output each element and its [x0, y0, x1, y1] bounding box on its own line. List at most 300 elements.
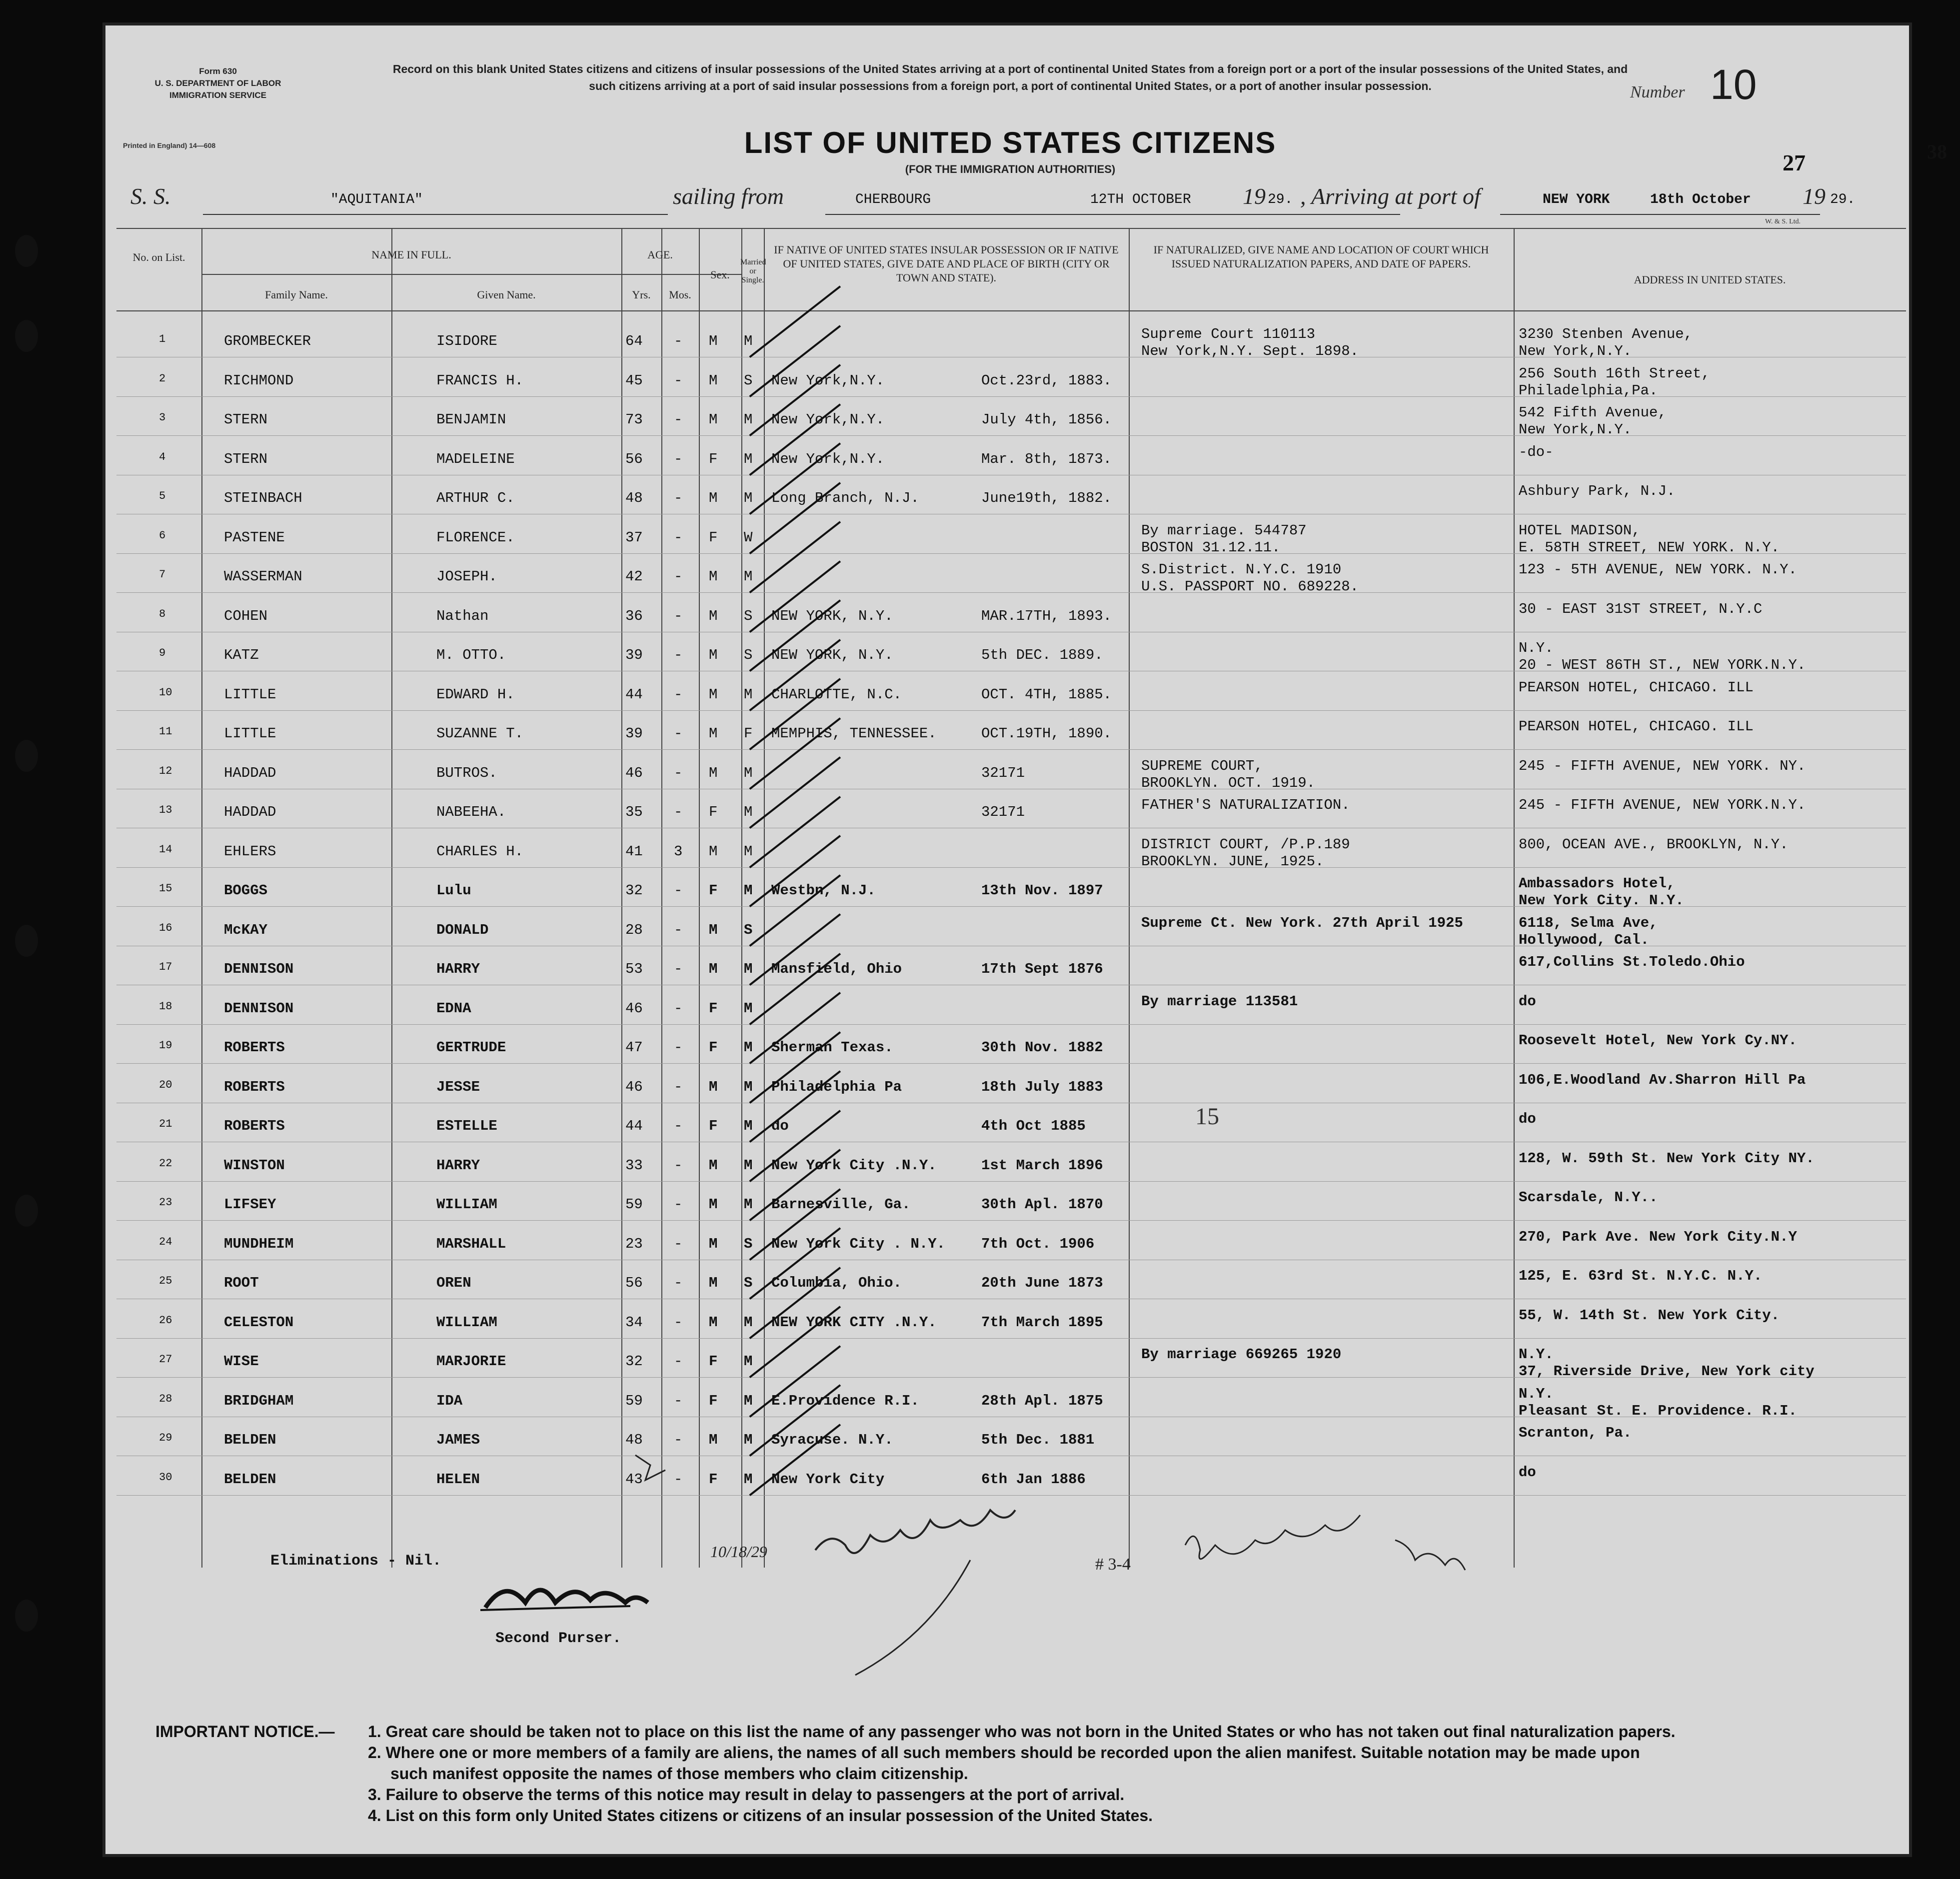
birth-place: New York,N.Y. [771, 450, 885, 467]
birth-date: 32171 [981, 764, 1025, 781]
age-months: - [674, 607, 683, 624]
naturalization-line: By marriage. 544787 [1141, 522, 1307, 539]
row-number: 21 [159, 1118, 172, 1130]
sheet-number: 27 [1783, 150, 1806, 175]
family-name: STERN [224, 450, 268, 467]
address-line: 20 - WEST 86TH ST., NEW YORK.N.Y. [1519, 657, 1806, 673]
family-name: BOGGS [224, 882, 268, 899]
sex: M [709, 843, 718, 860]
birth-date: 1st March 1896 [981, 1157, 1103, 1174]
age-years: 39 [625, 647, 643, 663]
birth-place: New York City .N.Y. [771, 1157, 937, 1174]
row-number: 12 [159, 764, 172, 777]
sex: M [709, 1314, 718, 1331]
binder-hole [15, 740, 38, 772]
address-line: Scarsdale, N.Y.. [1519, 1189, 1658, 1206]
address-line: 3230 Stenben Avenue, [1519, 326, 1693, 342]
given-name: MARSHALL [436, 1235, 506, 1252]
age-months: - [674, 372, 683, 389]
row-number: 14 [159, 843, 172, 856]
family-name: BRIDGHAM [224, 1392, 294, 1409]
age-years: 37 [625, 529, 643, 546]
address-line: 37, Riverside Drive, New York city [1519, 1363, 1815, 1380]
age-years: 43 [625, 1471, 643, 1488]
birth-place: New York,N.Y. [771, 411, 885, 428]
family-name: WINSTON [224, 1157, 285, 1174]
list-number-label: Number [1630, 83, 1685, 101]
age-years: 56 [625, 450, 643, 467]
row-number: 27 [159, 1353, 172, 1366]
arrival-port: NEW YORK [1543, 192, 1610, 207]
col-age-header: AGE. [647, 248, 673, 261]
age-years: 48 [625, 490, 643, 506]
given-name: CHARLES H. [436, 843, 524, 860]
birth-date: 18th July 1883 [981, 1078, 1103, 1095]
given-name: GERTRUDE [436, 1039, 506, 1056]
address-line: 123 - 5TH AVENUE, NEW YORK. N.Y. [1519, 561, 1797, 578]
handwritten-signatures [105, 25, 1912, 1857]
birth-date: 30th Nov. 1882 [981, 1039, 1103, 1056]
row-number: 6 [159, 529, 166, 542]
row-number: 5 [159, 490, 166, 502]
row-number: 20 [159, 1078, 172, 1091]
birth-date: 6th Jan 1886 [981, 1471, 1086, 1488]
family-name: McKAY [224, 921, 268, 938]
family-name: LITTLE [224, 725, 276, 742]
family-name: MUNDHEIM [224, 1235, 294, 1252]
birth-place: Mansfield, Ohio [771, 961, 902, 977]
age-years: 59 [625, 1196, 643, 1213]
col-birth-header: IF NATIVE OF UNITED STATES INSULAR POSSESSION OR IF NATIVE OF UNITED STATES, GIVE DATE AND PLACE OF BIRTH (CITY OR TOWN AND STATE). [774, 243, 1119, 284]
sex: F [709, 529, 718, 546]
given-name: MADELEINE [436, 450, 515, 467]
birth-date: June19th, 1882. [981, 490, 1112, 506]
row-number: 1 [159, 333, 166, 345]
row-number: 15 [159, 882, 172, 895]
row-number: 16 [159, 921, 172, 934]
birth-date: Oct.23rd, 1883. [981, 372, 1112, 389]
sex: F [709, 1000, 718, 1017]
age-years: 41 [625, 843, 643, 860]
address-line: PEARSON HOTEL, CHICAGO. ILL [1519, 718, 1754, 735]
family-name: WASSERMAN [224, 568, 302, 585]
birth-place: do [771, 1118, 789, 1134]
form-number: Form 630 [199, 66, 237, 76]
marital-status: M [744, 1039, 753, 1056]
page-title: LIST OF UNITED STATES CITIZENS [744, 126, 1277, 159]
marital-status: M [744, 1196, 753, 1213]
age-months: - [674, 647, 683, 663]
given-name: JESSE [436, 1078, 480, 1095]
address-line: 270, Park Ave. New York City.N.Y [1519, 1228, 1797, 1245]
row-number: 24 [159, 1235, 172, 1248]
row-number: 11 [159, 725, 172, 738]
col-address-header: ADDRESS IN UNITED STATES. [1634, 273, 1786, 286]
family-name: STERN [224, 411, 268, 428]
address-line: 128, W. 59th St. New York City NY. [1519, 1150, 1815, 1167]
family-name: ROBERTS [224, 1078, 285, 1095]
address-line: N.Y. [1519, 1385, 1554, 1402]
address-line: Ambassadors Hotel, [1519, 875, 1676, 892]
birth-place: New York,N.Y. [771, 372, 885, 389]
given-name: Nathan [436, 607, 489, 624]
age-years: 42 [625, 568, 643, 585]
marital-status: M [744, 1314, 753, 1331]
given-name: WILLIAM [436, 1314, 497, 1331]
given-name: FRANCIS H. [436, 372, 524, 389]
age-months: - [674, 529, 683, 546]
age-months: - [674, 1078, 683, 1095]
col-mos-header: Mos. [669, 288, 691, 301]
marital-status: M [744, 1000, 753, 1017]
sex: M [709, 372, 718, 389]
col-naturalized-header: IF NATURALIZED, GIVE NAME AND LOCATION OF COURT WHICH ISSUED NATURALIZATION PAPERS, AND DATE OF PAPERS. [1153, 243, 1489, 270]
given-name: JAMES [436, 1432, 480, 1448]
given-name: HELEN [436, 1471, 480, 1488]
given-name: JOSEPH. [436, 568, 497, 585]
birth-date: 13th Nov. 1897 [981, 882, 1103, 899]
row-number: 18 [159, 1000, 172, 1013]
family-name: BELDEN [224, 1471, 276, 1488]
marital-status: M [744, 1471, 753, 1488]
arrival-date: 18th October [1650, 192, 1751, 207]
age-years: 47 [625, 1039, 643, 1056]
naturalization-line: FATHER'S NATURALIZATION. [1141, 797, 1350, 813]
age-years: 45 [625, 372, 643, 389]
birth-date: 7th Oct. 1906 [981, 1235, 1095, 1252]
family-name: KATZ [224, 647, 259, 663]
given-name: M. OTTO. [436, 647, 506, 663]
birth-date: OCT. 4TH, 1885. [981, 686, 1112, 703]
family-name: COHEN [224, 607, 268, 624]
naturalization-line: BOSTON 31.12.11. [1141, 539, 1281, 556]
sex: M [709, 568, 718, 585]
given-name: EDNA [436, 1000, 471, 1017]
age-months: - [674, 333, 683, 349]
marital-status: M [744, 450, 753, 467]
birth-place: Barnesville, Ga. [771, 1196, 911, 1213]
age-months: - [674, 804, 683, 820]
age-months: - [674, 1039, 683, 1056]
birth-place: New York City [771, 1471, 885, 1488]
birth-date: Mar. 8th, 1873. [981, 450, 1112, 467]
row-number: 29 [159, 1432, 172, 1444]
birth-place: CHARLOTTE, N.C. [771, 686, 902, 703]
address-line: Hollywood, Cal. [1519, 931, 1650, 948]
department-name: U. S. DEPARTMENT OF LABOR [154, 78, 281, 88]
printer-mark: W. & S. Ltd. [1765, 218, 1801, 225]
sex: M [709, 333, 718, 349]
address-line: E. 58TH STREET, NEW YORK. N.Y. [1519, 539, 1780, 556]
address-line: 6118, Selma Ave, [1519, 914, 1658, 931]
margin-page-number: 38 [1927, 140, 1947, 163]
age-years: 39 [625, 725, 643, 742]
marital-status: S [744, 921, 753, 938]
naturalization-line: BROOKLYN. JUNE, 1925. [1141, 853, 1324, 870]
birth-date: July 4th, 1856. [981, 411, 1112, 428]
naturalization-line: By marriage 113581 [1141, 993, 1298, 1010]
age-years: 32 [625, 1353, 643, 1370]
given-name: MARJORIE [436, 1353, 506, 1370]
naturalization-line: By marriage 669265 1920 [1141, 1346, 1342, 1363]
row-number: 2 [159, 372, 166, 385]
birth-date: 4th Oct 1885 [981, 1118, 1086, 1134]
naturalization-line: U.S. PASSPORT NO. 689228. [1141, 578, 1359, 595]
family-name: ROBERTS [224, 1039, 285, 1056]
inspector-number: # 3-4 [1095, 1555, 1131, 1574]
marital-status: M [744, 490, 753, 506]
col-yrs-header: Yrs. [632, 288, 651, 301]
age-years: 33 [625, 1157, 643, 1174]
row-number: 3 [159, 411, 166, 424]
given-name: HARRY [436, 961, 480, 977]
service-name: IMMIGRATION SERVICE [169, 90, 266, 100]
given-name: HARRY [436, 1157, 480, 1174]
address-line: Roosevelt Hotel, New York Cy.NY. [1519, 1032, 1797, 1049]
family-name: ROOT [224, 1275, 259, 1291]
arriving-label: , Arriving at port of [1300, 183, 1481, 209]
sex: M [709, 1196, 718, 1213]
birth-date: 17th Sept 1876 [981, 961, 1103, 977]
family-name: STEINBACH [224, 490, 302, 506]
address-line: 617,Collins St.Toledo.Ohio [1519, 954, 1745, 970]
naturalization-line: Supreme Ct. New York. 27th April 1925 [1141, 914, 1463, 931]
birth-date: 5th Dec. 1881 [981, 1432, 1095, 1448]
address-line: 245 - FIFTH AVENUE, NEW YORK.N.Y. [1519, 797, 1806, 813]
inspector-date: 10/18/29 [710, 1543, 767, 1561]
birth-date: OCT.19TH, 1890. [981, 725, 1112, 742]
marital-status: F [744, 725, 753, 742]
family-name: EHLERS [224, 843, 276, 860]
row-number: 25 [159, 1275, 172, 1287]
age-months: - [674, 1196, 683, 1213]
given-name: ISIDORE [436, 333, 497, 349]
marital-status: M [744, 1078, 753, 1095]
row-number: 23 [159, 1196, 172, 1209]
marital-status: S [744, 607, 753, 624]
purser-title: Second Purser. [495, 1630, 622, 1647]
given-name: ARTHUR C. [436, 490, 515, 506]
row-number: 22 [159, 1157, 172, 1170]
address-line: 125, E. 63rd St. N.Y.C. N.Y. [1519, 1268, 1763, 1284]
sailing-year: 29. [1268, 192, 1293, 207]
marital-status: M [744, 1392, 753, 1409]
binder-hole [15, 1195, 38, 1227]
address-line: -do- [1519, 443, 1554, 460]
marital-status: W [744, 529, 753, 546]
age-months: - [674, 1275, 683, 1291]
sex: F [709, 1392, 718, 1409]
row-number: 30 [159, 1471, 172, 1484]
age-months: 3 [674, 843, 683, 860]
given-name: BENJAMIN [436, 411, 506, 428]
address-line: 256 South 16th Street, [1519, 365, 1710, 382]
given-name: NABEEHA. [436, 804, 506, 820]
age-months: - [674, 882, 683, 899]
age-months: - [674, 450, 683, 467]
sailing-date: 12TH OCTOBER [1090, 192, 1191, 207]
notice-item-1: 1. Great care should be taken not to place on this list the name of any passenger who was not born in the United States or who has not taken out final naturalization papers. [368, 1723, 1676, 1741]
sex: M [709, 1235, 718, 1252]
family-name: PASTENE [224, 529, 285, 546]
sex: M [709, 647, 718, 663]
address-line: N.Y. [1519, 1346, 1554, 1363]
family-name: HADDAD [224, 764, 276, 781]
naturalization-line: SUPREME COURT, [1141, 757, 1263, 774]
row-number: 13 [159, 804, 172, 816]
age-months: - [674, 1471, 683, 1488]
age-months: - [674, 1432, 683, 1448]
family-name: WISE [224, 1353, 259, 1370]
age-years: 73 [625, 411, 643, 428]
address-line: 30 - EAST 31ST STREET, N.Y.C [1519, 600, 1763, 617]
notice-heading: IMPORTANT NOTICE.— [155, 1723, 335, 1741]
address-line: 800, OCEAN AVE., BROOKLYN, N.Y. [1519, 836, 1789, 853]
marital-status: M [744, 411, 753, 428]
age-years: 32 [625, 882, 643, 899]
sex: F [709, 804, 718, 820]
sex: F [709, 1471, 718, 1488]
birth-place: NEW YORK, N.Y. [771, 607, 893, 624]
age-months: - [674, 1157, 683, 1174]
sailing-port: CHERBOURG [855, 192, 931, 207]
notice-item-3: 3. Failure to observe the terms of this notice may result in delay to passengers at the port of arrival. [368, 1786, 1125, 1804]
birth-place: Westbn, N.J. [771, 882, 876, 899]
given-name: DONALD [436, 921, 489, 938]
birth-place: MEMPHIS, TENNESSEE. [771, 725, 937, 742]
col-married-header: Married or Single. [740, 258, 766, 284]
given-name: IDA [436, 1392, 463, 1409]
address-line: N.Y. [1519, 640, 1554, 656]
ship-name: "AQUITANIA" [330, 192, 423, 207]
naturalization-line: New York,N.Y. Sept. 1898. [1141, 343, 1359, 359]
age-months: - [674, 921, 683, 938]
age-years: 36 [625, 607, 643, 624]
family-name: RICHMOND [224, 372, 294, 389]
row-number: 8 [159, 607, 166, 620]
row-number: 28 [159, 1392, 172, 1405]
address-line: do [1519, 993, 1536, 1010]
age-months: - [674, 1235, 683, 1252]
address-line: 106,E.Woodland Av.Sharron Hill Pa [1519, 1071, 1806, 1088]
address-line: Pleasant St. E. Providence. R.I. [1519, 1402, 1797, 1419]
birth-place: E.Providence R.I. [771, 1392, 919, 1409]
sex: M [709, 411, 718, 428]
marital-status: M [744, 686, 753, 703]
age-years: 46 [625, 1078, 643, 1095]
address-line: 55, W. 14th St. New York City. [1519, 1307, 1780, 1324]
sex: M [709, 490, 718, 506]
birth-date: 32171 [981, 804, 1025, 820]
age-months: - [674, 961, 683, 977]
age-years: 64 [625, 333, 643, 349]
row-number: 4 [159, 450, 166, 463]
marital-status: M [744, 764, 753, 781]
birth-place: Sherman Texas. [771, 1039, 893, 1056]
ship-prefix: S. S. [130, 183, 171, 209]
age-years: 23 [625, 1235, 643, 1252]
marital-status: M [744, 804, 753, 820]
birth-date: MAR.17TH, 1893. [981, 607, 1112, 624]
printed-note: Printed in England) 14—608 [123, 141, 216, 149]
age-years: 28 [625, 921, 643, 938]
sex: M [709, 764, 718, 781]
binder-hole [15, 235, 38, 267]
sex: F [709, 1353, 718, 1370]
sex: F [709, 1118, 718, 1134]
marital-status: M [744, 333, 753, 349]
sailing-label: sailing from [673, 183, 784, 209]
binder-hole [15, 1600, 38, 1632]
row-number: 10 [159, 686, 172, 699]
marital-status: S [744, 1275, 753, 1291]
marital-status: M [744, 1353, 753, 1370]
naturalization-line: BROOKLYN. OCT. 1919. [1141, 774, 1316, 791]
marital-status: M [744, 1432, 753, 1448]
row-number: 19 [159, 1039, 172, 1052]
age-years: 53 [625, 961, 643, 977]
sex: M [709, 607, 718, 624]
age-months: - [674, 1353, 683, 1370]
marital-status: M [744, 1118, 753, 1134]
address-line: 542 Fifth Avenue, [1519, 404, 1667, 421]
notice-item-2: 2. Where one or more members of a family are aliens, the names of all such members should be recorded upon the alien manifest. Suitable notation may be made upon [368, 1744, 1640, 1762]
sex: M [709, 921, 718, 938]
given-name: BUTROS. [436, 764, 497, 781]
birth-place: NEW YORK CITY .N.Y. [771, 1314, 937, 1331]
row-number: 17 [159, 961, 172, 973]
given-name: ESTELLE [436, 1118, 497, 1134]
address-line: HOTEL MADISON, [1519, 522, 1641, 539]
birth-date: 28th Apl. 1875 [981, 1392, 1103, 1409]
manifest-sheet [102, 22, 1912, 1857]
age-years: 44 [625, 1118, 643, 1134]
family-name: CELESTON [224, 1314, 294, 1331]
list-number-value: 10 [1710, 61, 1757, 108]
age-years: 46 [625, 764, 643, 781]
age-years: 59 [625, 1392, 643, 1409]
age-months: - [674, 686, 683, 703]
given-name: WILLIAM [436, 1196, 497, 1213]
sex: M [709, 1078, 718, 1095]
given-name: SUZANNE T. [436, 725, 524, 742]
birth-place: Philadelphia Pa [771, 1078, 902, 1095]
sex: M [709, 961, 718, 977]
sex: M [709, 1157, 718, 1174]
address-line: do [1519, 1464, 1536, 1481]
sailing-year-prefix: 19 [1243, 183, 1266, 209]
col-given-header: Given Name. [477, 288, 536, 301]
address-line: New York City. N.Y. [1519, 892, 1684, 909]
given-name: EDWARD H. [436, 686, 515, 703]
age-years: 34 [625, 1314, 643, 1331]
age-months: - [674, 725, 683, 742]
notice-item-4: 4. List on this form only United States citizens or citizens of an insular possession of the United States. [368, 1807, 1153, 1825]
address-line: Scranton, Pa. [1519, 1425, 1632, 1441]
given-name: Lulu [436, 882, 471, 899]
birth-place: NEW YORK, N.Y. [771, 647, 893, 663]
binder-hole [15, 925, 38, 957]
address-line: PEARSON HOTEL, CHICAGO. ILL [1519, 679, 1754, 696]
family-name: DENNISON [224, 961, 294, 977]
family-name: LIFSEY [224, 1196, 276, 1213]
sex: M [709, 1275, 718, 1291]
age-years: 48 [625, 1432, 643, 1448]
sex: F [709, 450, 718, 467]
marital-status: M [744, 843, 753, 860]
age-months: - [674, 1392, 683, 1409]
sex: M [709, 725, 718, 742]
